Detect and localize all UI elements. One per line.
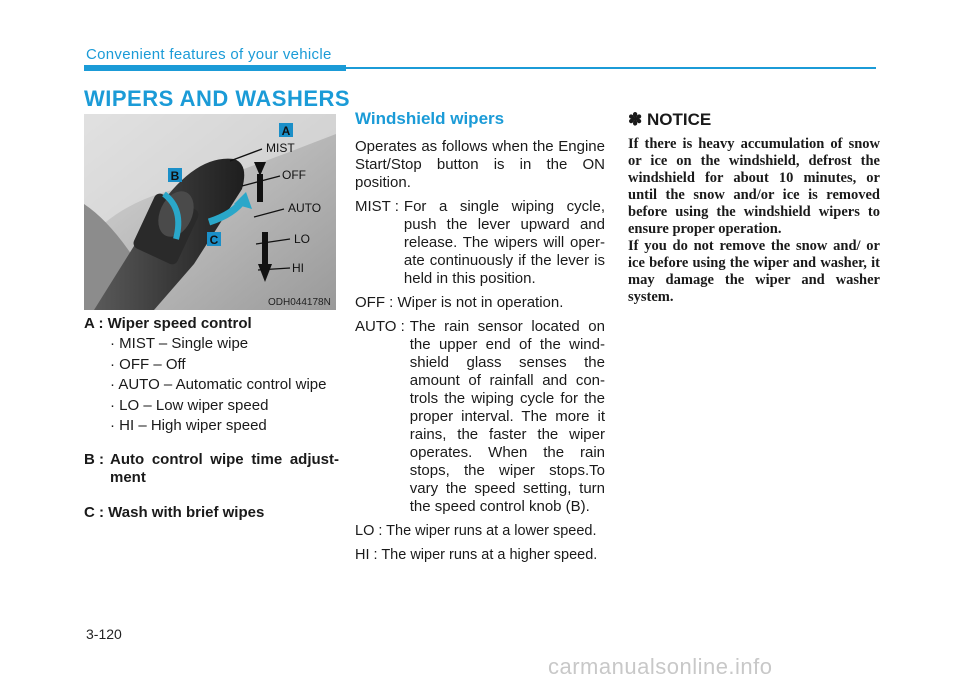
label-auto: AUTO <box>288 201 322 215</box>
legend-a-item: · OFF – Off <box>110 355 186 373</box>
legend-a-item-text: AUTO – Automatic control wipe <box>118 376 327 393</box>
legend-a-item: · AUTO – Automatic control wipe <box>110 376 327 393</box>
wipers-mist-label: MIST : <box>355 198 399 215</box>
wipers-hi: HI : The wiper runs at a higher speed. <box>355 547 598 563</box>
wipers-intro: Operates as follows when the Engine Start/Stop button is in the ON position. <box>355 138 605 191</box>
header-title: Convenient features of your vehicle <box>86 46 332 63</box>
wipers-mist <box>355 198 605 288</box>
legend-a-item-text: MIST – Single wipe <box>119 335 249 352</box>
notice-paragraph-2: If you do not remove the snow and/ or ice before using the wiper and washer, it may damage the wiper and washer system. <box>628 238 880 305</box>
notice-column <box>628 110 880 306</box>
label-lo: LO <box>294 232 311 246</box>
legend-a-item-text: HI – High wiper speed <box>119 417 267 434</box>
legend-a-title: A : Wiper speed control <box>84 315 252 332</box>
legend-b-label: B : <box>84 450 104 468</box>
header-bar-thick <box>84 65 346 71</box>
figure-code: ODH044178N <box>268 297 331 308</box>
wipers-title: Windshield wipers <box>355 109 505 128</box>
label-hi: HI <box>292 261 304 275</box>
section-title: WIPERS AND WASHERS <box>84 86 351 111</box>
legend-a-item-text: LO – Low wiper speed <box>119 396 269 414</box>
legend-b-text: Auto control wipe time adjust-ment <box>110 450 339 486</box>
legend-a-item: · HI – High wiper speed <box>110 417 267 434</box>
badge-c-letter: C <box>209 233 219 247</box>
watermark: carmanualsonline.info <box>548 654 773 679</box>
wipers-auto-text: The rain sensor located on the upper end of the wind-shield glass senses the amount of rainfall and con-trols the wiping cycle for the proper interval. The more it rains, the faster the wiper operates. When the rain stops, the wiper stops.To vary the speed setting, turn the speed control knob (B). <box>409 318 605 515</box>
wiper-lever-figure <box>84 114 336 310</box>
wipers-off: OFF : Wiper is not in operation. <box>355 294 564 311</box>
legend-a-item-text: OFF – Off <box>119 355 186 373</box>
notice-title: NOTICE <box>646 110 712 129</box>
wipers-auto-label: AUTO : <box>355 318 405 335</box>
header-bar-thin <box>346 67 876 69</box>
label-off: OFF <box>282 168 306 182</box>
legend-b <box>84 451 339 487</box>
legend-c: C : Wash with brief wipes <box>84 503 265 521</box>
badge-b-letter: B <box>170 169 180 183</box>
wipers-column <box>355 110 605 564</box>
legend-column <box>84 314 339 523</box>
wipers-auto <box>355 318 605 516</box>
legend-a-item: · MIST – Single wipe <box>110 335 249 352</box>
notice-symbol-icon: ✽ <box>628 110 643 129</box>
page-number: 3-120 <box>86 626 122 642</box>
label-mist: MIST <box>266 141 295 155</box>
wiper-lever-illustration <box>84 114 336 310</box>
legend-a-item: · LO – Low wiper speed <box>110 396 269 414</box>
badge-a-letter: A <box>281 124 291 138</box>
wipers-lo: LO : The wiper runs at a lower speed. <box>355 523 597 539</box>
notice-heading <box>628 110 880 130</box>
notice-paragraph-1: If there is heavy accumulation of snow or ice on the windshield, defrost the windshield for about 10 minutes, or until the snow and/or ice is removed before using the windshield wipers to ensure proper operation. <box>628 136 880 237</box>
wipers-mist-text: For a single wiping cycle, push the lever upward and release. The wipers will oper-ate continuously if the lever is held in this position. <box>403 198 605 287</box>
